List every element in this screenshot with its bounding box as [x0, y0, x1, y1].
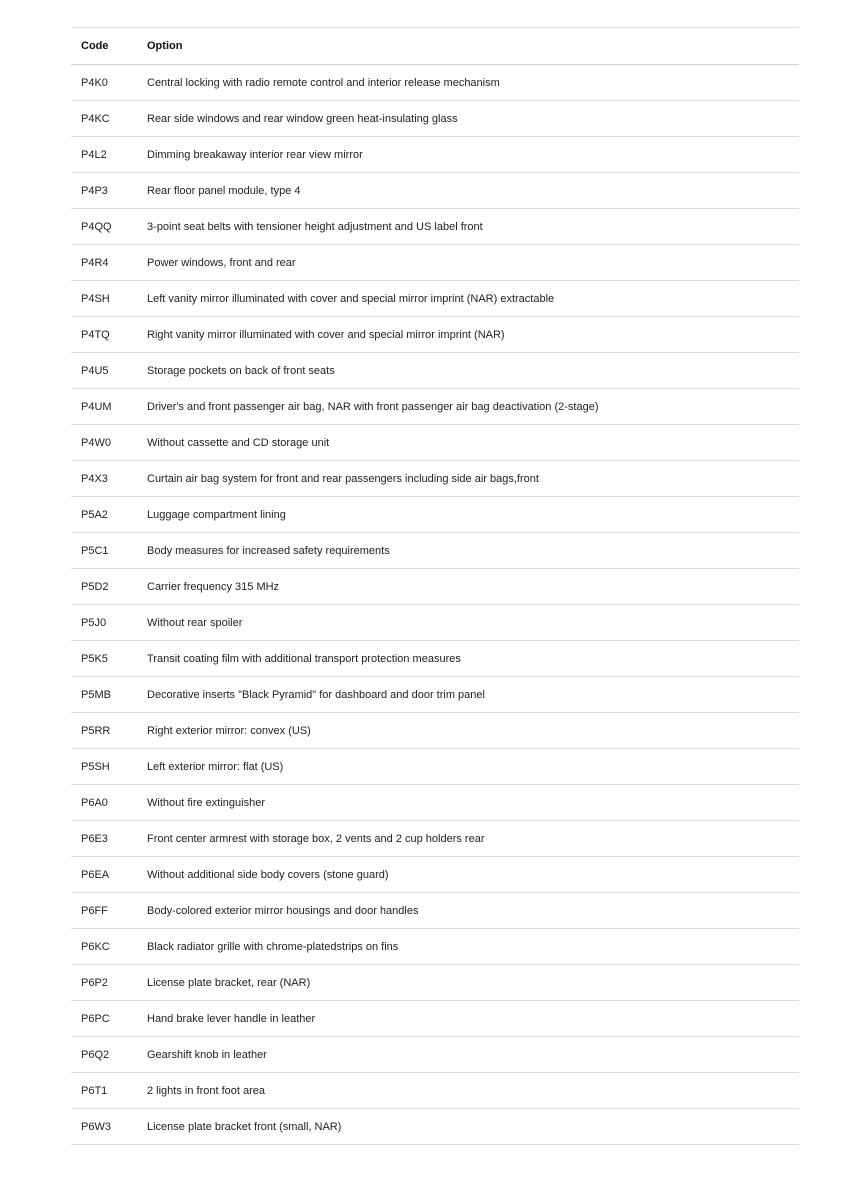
table-row: [71, 713, 799, 749]
column-header-code: Code: [71, 28, 147, 65]
option-description-cell: Curtain air bag system for front and rear passengers including side air bags,front: [147, 461, 799, 497]
table-row: [71, 65, 799, 101]
table-row: [71, 209, 799, 245]
option-code-cell: P4L2: [71, 137, 147, 173]
table-row: [71, 281, 799, 317]
option-code-cell: P6EA: [71, 857, 147, 893]
option-code-cell: P5J0: [71, 605, 147, 641]
options-table: [71, 27, 799, 1145]
table-row: [71, 353, 799, 389]
table-row: [71, 857, 799, 893]
option-code-cell: P6KC: [71, 929, 147, 965]
option-description-cell: Rear floor panel module, type 4: [147, 173, 799, 209]
option-description-cell: Without rear spoiler: [147, 605, 799, 641]
option-description-cell: Transit coating film with additional transport protection measures: [147, 641, 799, 677]
table-row: [71, 785, 799, 821]
option-code-cell: P4KC: [71, 101, 147, 137]
table-row: [71, 749, 799, 785]
option-code-cell: P4R4: [71, 245, 147, 281]
option-description-cell: 3-point seat belts with tensioner height adjustment and US label front: [147, 209, 799, 245]
option-code-cell: P4W0: [71, 425, 147, 461]
option-code-cell: P4K0: [71, 65, 147, 101]
option-description-cell: Hand brake lever handle in leather: [147, 1001, 799, 1037]
option-code-cell: P4UM: [71, 389, 147, 425]
option-code-cell: P6Q2: [71, 1037, 147, 1073]
table-row: [71, 569, 799, 605]
option-description-cell: Rear side windows and rear window green heat-insulating glass: [147, 101, 799, 137]
option-code-cell: P6PC: [71, 1001, 147, 1037]
option-description-cell: Left exterior mirror: flat (US): [147, 749, 799, 785]
table-row: [71, 605, 799, 641]
table-row: [71, 1073, 799, 1109]
option-code-cell: P6E3: [71, 821, 147, 857]
table-header-row: [71, 28, 799, 65]
option-description-cell: Storage pockets on back of front seats: [147, 353, 799, 389]
table-row: [71, 533, 799, 569]
option-description-cell: Black radiator grille with chrome-platedstrips on fins: [147, 929, 799, 965]
option-code-cell: P4QQ: [71, 209, 147, 245]
table-row: [71, 461, 799, 497]
option-description-cell: Carrier frequency 315 MHz: [147, 569, 799, 605]
option-code-cell: P5K5: [71, 641, 147, 677]
table-row: [71, 245, 799, 281]
table-row: [71, 425, 799, 461]
option-description-cell: Power windows, front and rear: [147, 245, 799, 281]
table-row: [71, 497, 799, 533]
table-row: [71, 821, 799, 857]
option-description-cell: Decorative inserts "Black Pyramid" for dashboard and door trim panel: [147, 677, 799, 713]
table-row: [71, 389, 799, 425]
option-code-cell: P4P3: [71, 173, 147, 209]
option-code-cell: P5MB: [71, 677, 147, 713]
option-code-cell: P4U5: [71, 353, 147, 389]
table-body: [71, 65, 799, 1145]
option-code-cell: P5A2: [71, 497, 147, 533]
option-description-cell: License plate bracket, rear (NAR): [147, 965, 799, 1001]
option-description-cell: Luggage compartment lining: [147, 497, 799, 533]
table-row: [71, 1001, 799, 1037]
table-row: [71, 929, 799, 965]
option-code-cell: P5D2: [71, 569, 147, 605]
table-row: [71, 965, 799, 1001]
table-row: [71, 677, 799, 713]
option-description-cell: Without fire extinguisher: [147, 785, 799, 821]
option-description-cell: 2 lights in front foot area: [147, 1073, 799, 1109]
option-code-cell: P5RR: [71, 713, 147, 749]
option-description-cell: Driver's and front passenger air bag, NAR with front passenger air bag deactivation (2-stage): [147, 389, 799, 425]
option-description-cell: Left vanity mirror illuminated with cover and special mirror imprint (NAR) extractable: [147, 281, 799, 317]
table-row: [71, 893, 799, 929]
table-row: [71, 137, 799, 173]
option-description-cell: Front center armrest with storage box, 2 vents and 2 cup holders rear: [147, 821, 799, 857]
option-code-cell: P5SH: [71, 749, 147, 785]
column-header-option: Option: [147, 28, 799, 65]
table-row: [71, 1109, 799, 1145]
option-code-cell: P4TQ: [71, 317, 147, 353]
option-description-cell: License plate bracket front (small, NAR): [147, 1109, 799, 1145]
option-code-cell: P6W3: [71, 1109, 147, 1145]
table-row: [71, 173, 799, 209]
option-description-cell: Right exterior mirror: convex (US): [147, 713, 799, 749]
option-code-cell: P6A0: [71, 785, 147, 821]
option-code-cell: P4SH: [71, 281, 147, 317]
option-description-cell: Without additional side body covers (stone guard): [147, 857, 799, 893]
option-description-cell: Body-colored exterior mirror housings and door handles: [147, 893, 799, 929]
option-code-cell: P6FF: [71, 893, 147, 929]
option-code-cell: P6P2: [71, 965, 147, 1001]
option-description-cell: Right vanity mirror illuminated with cover and special mirror imprint (NAR): [147, 317, 799, 353]
option-code-cell: P5C1: [71, 533, 147, 569]
option-code-cell: P6T1: [71, 1073, 147, 1109]
table-row: [71, 641, 799, 677]
option-description-cell: Central locking with radio remote control and interior release mechanism: [147, 65, 799, 101]
option-description-cell: Body measures for increased safety requirements: [147, 533, 799, 569]
option-description-cell: Dimming breakaway interior rear view mirror: [147, 137, 799, 173]
option-description-cell: Without cassette and CD storage unit: [147, 425, 799, 461]
table-row: [71, 317, 799, 353]
option-description-cell: Gearshift knob in leather: [147, 1037, 799, 1073]
table-row: [71, 101, 799, 137]
table-row: [71, 1037, 799, 1073]
option-code-cell: P4X3: [71, 461, 147, 497]
